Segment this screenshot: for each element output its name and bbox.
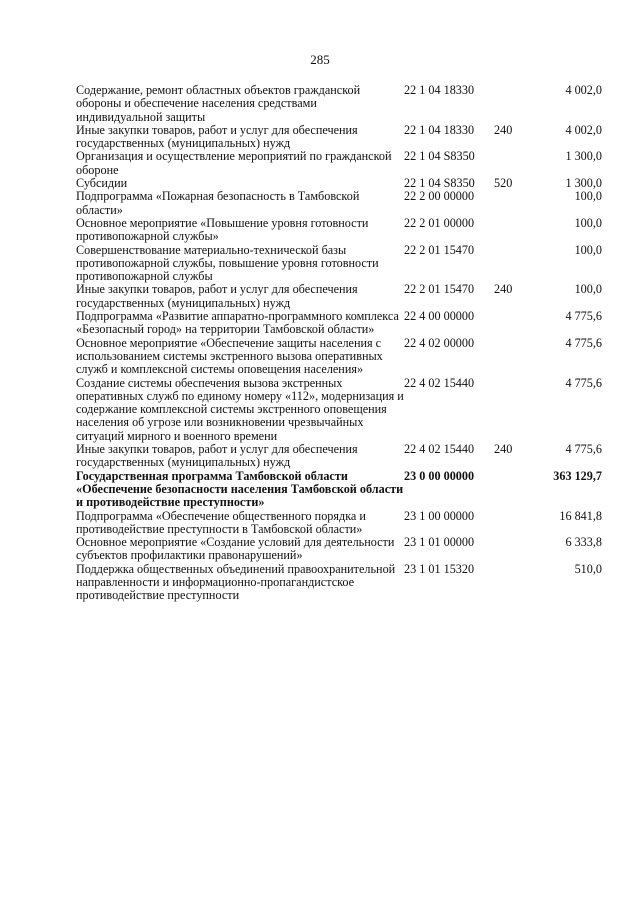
expense-type-cell: [494, 244, 534, 284]
expense-name-cell: Иные закупки товаров, работ и услуг для обеспечения государственных (муниципальных) нужд: [76, 122, 358, 151]
target-code-cell: 23 0 00 00000: [404, 468, 475, 483]
expense-type-cell: [494, 150, 534, 177]
table-row: [76, 84, 602, 124]
expense-type-cell: 240: [494, 442, 513, 457]
target-code-cell: 22 2 01 15470: [404, 242, 475, 257]
table-row: [76, 310, 602, 337]
amount-cell: 1 300,0: [565, 176, 602, 191]
expense-name-cell: Поддержка общественных объединений правоохранительной направленности и информационно-пропагандистское противодействие преступности: [76, 561, 396, 603]
target-code-cell: 23 1 01 15320: [404, 561, 475, 576]
amount-cell: 100,0: [574, 215, 602, 230]
amount-cell: 100,0: [574, 282, 602, 297]
target-code-cell: 22 4 02 15440: [404, 442, 475, 457]
target-code-cell: 22 2 01 00000: [404, 215, 475, 230]
target-code-cell: 22 1 04 S8350: [404, 149, 475, 164]
page-number: 285: [310, 52, 330, 67]
target-code-cell: 22 4 02 15440: [404, 375, 475, 390]
target-code-cell: 22 2 01 15470: [404, 282, 475, 297]
expense-type-cell: [494, 470, 534, 510]
amount-cell: 4 002,0: [565, 83, 602, 97]
amount-cell: 4 775,6: [565, 335, 602, 350]
expense-type-cell: 520: [494, 176, 513, 191]
expense-type-cell: [494, 217, 534, 244]
expense-name-cell: Содержание, ремонт областных объектов гражданской обороны и обеспечение населения средствами индивидуальной защиты: [76, 83, 361, 124]
expense-name-cell: Иные закупки товаров, работ и услуг для обеспечения государственных (муниципальных) нужд: [76, 442, 358, 470]
expense-name-cell: Субсидии: [76, 176, 128, 191]
expense-name-cell: Иные закупки товаров, работ и услуг для обеспечения государственных (муниципальных) нужд: [76, 282, 358, 310]
expense-name-cell: Государственная программа Тамбовской области «Обеспечение безопасности населения Тамбовской области и противодействие преступности»: [76, 468, 404, 510]
target-code-cell: 22 2 00 00000: [404, 189, 475, 204]
target-code-cell: 23 1 00 00000: [404, 508, 475, 523]
expense-type-cell: [494, 310, 534, 337]
target-code-cell: 22 1 04 S8350: [404, 176, 475, 191]
expense-type-cell: [494, 190, 534, 217]
table-row: [76, 190, 602, 217]
expense-name-cell: Создание системы обеспечения вызова экстренных оперативных служб по единому номеру «112», модернизация и содержание комплексной системы экстренного оповещения населения об угрозе или возникновении чрезвычайных ситуаций мирного и военного времени: [76, 375, 404, 443]
amount-cell: 4 775,6: [565, 442, 602, 457]
amount-cell: 4 002,0: [565, 122, 602, 137]
target-code-cell: 22 4 02 00000: [404, 335, 475, 350]
expense-type-cell: [494, 84, 534, 124]
expense-name-cell: Подпрограмма «Пожарная безопасность в Тамбовской области»: [76, 189, 360, 217]
target-code-cell: 22 4 00 00000: [404, 309, 475, 324]
expense-name-cell: Совершенствование материально-технической базы противопожарной службы, повышение уровня готовности противопожарной службы: [76, 242, 379, 284]
table-row: [76, 217, 602, 244]
expense-name-cell: Основное мероприятие «Создание условий для деятельности субъектов профилактики правонарушений»: [76, 535, 395, 563]
table-row: [76, 337, 602, 377]
expense-type-cell: [494, 536, 534, 563]
amount-cell: 16 841,8: [559, 508, 602, 523]
table-row: [76, 124, 602, 151]
amount-cell: 510,0: [574, 561, 602, 576]
table-row: [76, 443, 602, 470]
table-row: [76, 177, 602, 190]
table-row: [76, 244, 602, 284]
expense-name-cell: Подпрограмма «Развитие аппаратно-программного комплекса «Безопасный город» на территории Тамбовской области»: [76, 309, 399, 337]
table-row: [76, 283, 602, 310]
table-row: [76, 510, 602, 537]
target-code-cell: 22 1 04 18330: [404, 122, 475, 137]
amount-cell: 100,0: [574, 189, 602, 204]
expense-name-cell: Подпрограмма «Обеспечение общественного порядка и противодействие преступности в Тамбовской области»: [76, 508, 366, 536]
expense-name-cell: Основное мероприятие «Обеспечение защиты населения с использованием системы экстренного вызова оперативных служб и комплексной системы оповещения населения»: [76, 335, 383, 377]
amount-cell: 6 333,8: [565, 535, 602, 550]
amount-cell: 1 300,0: [565, 149, 602, 164]
amount-cell: 363 129,7: [553, 468, 602, 483]
budget-table-body: [76, 84, 602, 603]
target-code-cell: 22 1 04 18330: [404, 83, 475, 97]
expense-type-cell: [494, 510, 534, 537]
table-row: [76, 377, 602, 443]
expense-type-cell: [494, 563, 534, 603]
expense-type-cell: 240: [494, 122, 513, 137]
expense-name-cell: Основное мероприятие «Повышение уровня готовности противопожарной службы»: [76, 215, 369, 244]
amount-cell: 4 775,6: [565, 375, 602, 390]
target-code-cell: 23 1 01 00000: [404, 535, 475, 550]
expense-name-cell: Организация и осуществление мероприятий по гражданской обороне: [76, 149, 392, 177]
expense-type-cell: 240: [494, 282, 513, 297]
expense-type-cell: [494, 377, 534, 443]
table-row: [76, 150, 602, 177]
amount-cell: 100,0: [574, 242, 602, 257]
table-row: [76, 536, 602, 563]
expense-type-cell: [494, 337, 534, 377]
table-row: [76, 563, 602, 603]
amount-cell: 4 775,6: [565, 309, 602, 324]
budget-table: [76, 84, 602, 603]
table-row: [76, 470, 602, 510]
